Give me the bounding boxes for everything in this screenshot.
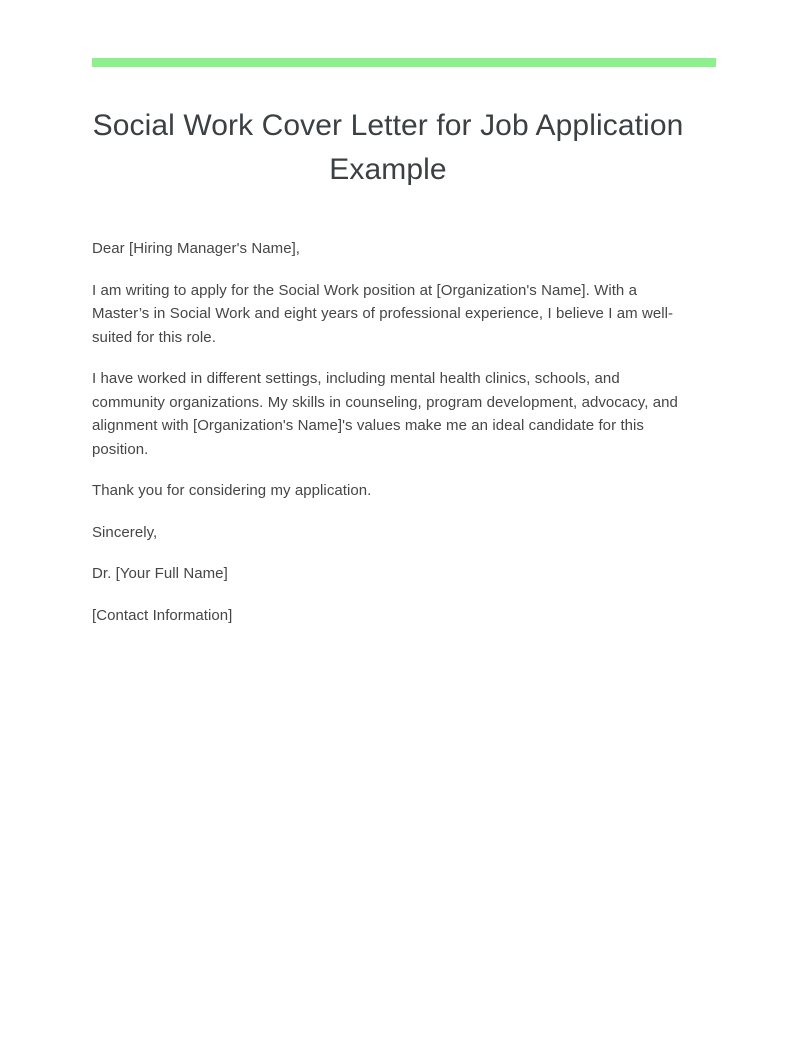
letter-paragraph: I have worked in different settings, including mental health clinics, schools, and community organizations. My skills in counseling, program development, advocacy, and alignment with [Organization's Name]'s values make me an ideal candidate for this position. [92,370,678,458]
letter-salutation: Dear [Hiring Manager's Name], [92,240,301,257]
letter-body [92,192,684,627]
letter-signature: Dr. [Your Full Name] [92,565,228,582]
letter-contact-info: [Contact Information] [92,606,233,624]
letter-closing: Sincerely, [92,523,158,541]
accent-bar [92,58,716,67]
letter-paragraph: I am writing to apply for the Social Work position at [Organization's Name]. With a Master’s in Social Work and eight years of professional experience, I believe I am well-suited for this role. [92,281,674,346]
page-title: Social Work Cover Letter for Job Application Example [92,109,684,186]
letter-thanks: Thank you for considering my application. [92,482,372,499]
document-content [92,0,716,627]
